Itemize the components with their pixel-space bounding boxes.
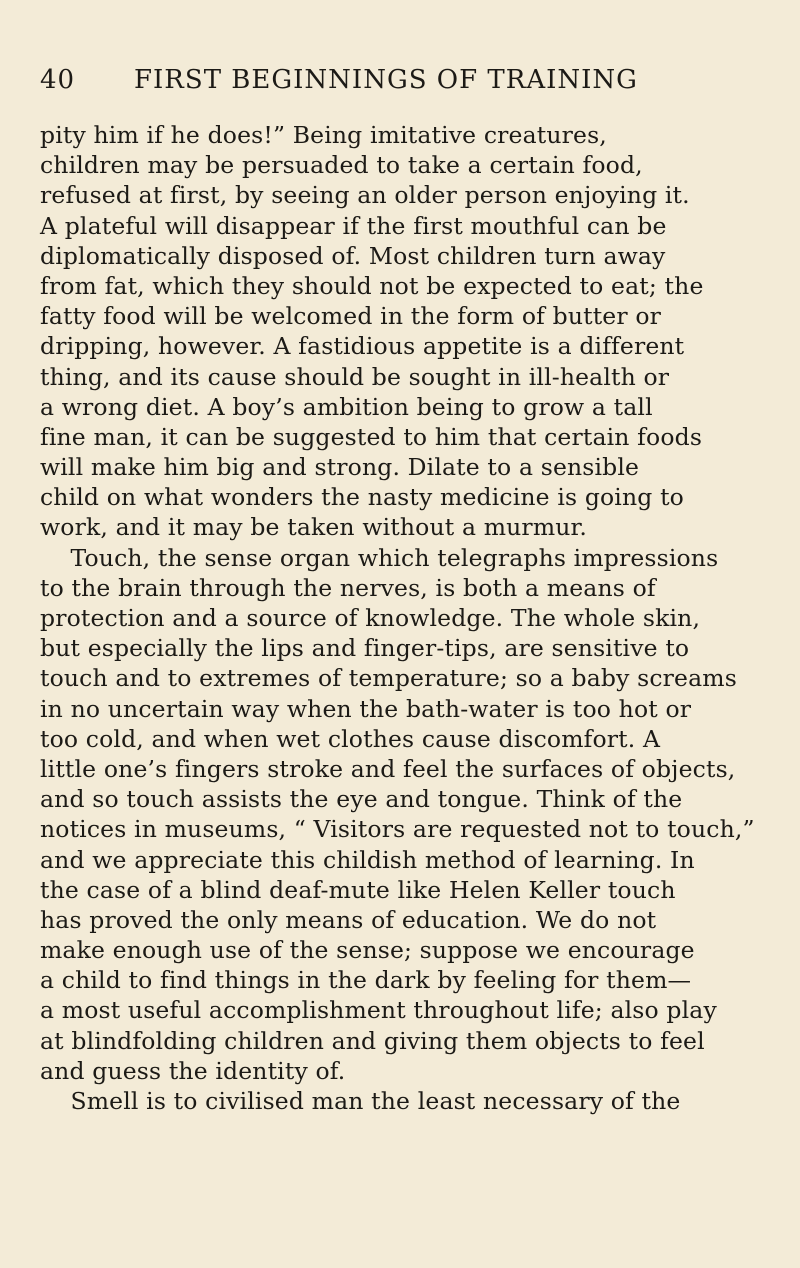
text-line: child on what wonders the nasty medicine is going to — [40, 483, 684, 512]
text-line: refused at first, by seeing an older person enjoying it. — [40, 181, 690, 210]
text-line: notices in museums, “ Visitors are requested not to touch,” — [40, 815, 755, 844]
text-line: children may be persuaded to take a certain food, — [40, 151, 643, 180]
running-title: FIRST BEGINNINGS OF TRAINING — [134, 65, 638, 95]
text-line: but especially the lips and finger-tips, are sensitive to — [40, 634, 690, 663]
text-line: and we appreciate this childish method of learning. In — [40, 845, 695, 874]
text-line: has proved the only means of education. We do not — [40, 905, 657, 934]
text-line: protection and a source of knowledge. The whole skin, — [40, 604, 701, 632]
text-line: in no uncertain way when the bath-water is too hot or — [40, 694, 692, 723]
text-line: little one’s fingers stroke and feel the surfaces of objects, — [40, 754, 736, 783]
text-line: from fat, which they should not be expected to eat; the — [40, 271, 704, 300]
text-line: diplomatically disposed of. Most children turn away — [40, 241, 666, 270]
text-line: to the brain through the nerves, is both a means of — [40, 573, 656, 602]
text-line: fine man, it can be suggested to him that certain foods — [40, 422, 703, 451]
text-line: a child to find things in the dark by feeling for them— — [40, 966, 692, 995]
body-text — [40, 120, 755, 1116]
text-line: at blindfolding children and giving them objects to feel — [40, 1026, 705, 1055]
text-line: Touch, the sense organ which telegraphs impressions — [40, 543, 719, 572]
text-line: work, and it may be taken without a murmur. — [40, 513, 587, 542]
text-line: thing, and its cause should be sought in ill-health or — [40, 362, 670, 391]
text-line: pity him if he does!” Being imitative creatures, — [40, 121, 607, 149]
text-line: will make him big and strong. Dilate to a sensible — [40, 453, 640, 482]
text-line: and guess the identity of. — [40, 1056, 346, 1085]
text-line: fatty food will be welcomed in the form of butter or — [40, 302, 662, 331]
page-header — [40, 60, 740, 100]
text-line: too cold, and when wet clothes cause discomfort. A — [40, 724, 661, 753]
text-line: A plateful will disappear if the first mouthful can be — [40, 211, 667, 240]
text-line: touch and to extremes of temperature; so a baby screams — [40, 664, 737, 693]
text-line: a wrong diet. A boy’s ambition being to grow a tall — [40, 392, 653, 421]
text-line: make enough use of the sense; suppose we encourage — [40, 936, 695, 965]
page-number: 40 — [40, 65, 76, 95]
text-line: the case of a blind deaf-mute like Helen Keller touch — [40, 875, 676, 904]
text-line: a most useful accomplishment throughout life; also play — [40, 996, 717, 1025]
text-line: dripping, however. A fastidious appetite is a different — [40, 332, 685, 361]
text-line: Smell is to civilised man the least necessary of the — [40, 1087, 681, 1115]
text-line: and so touch assists the eye and tongue. Think of the — [40, 785, 683, 814]
